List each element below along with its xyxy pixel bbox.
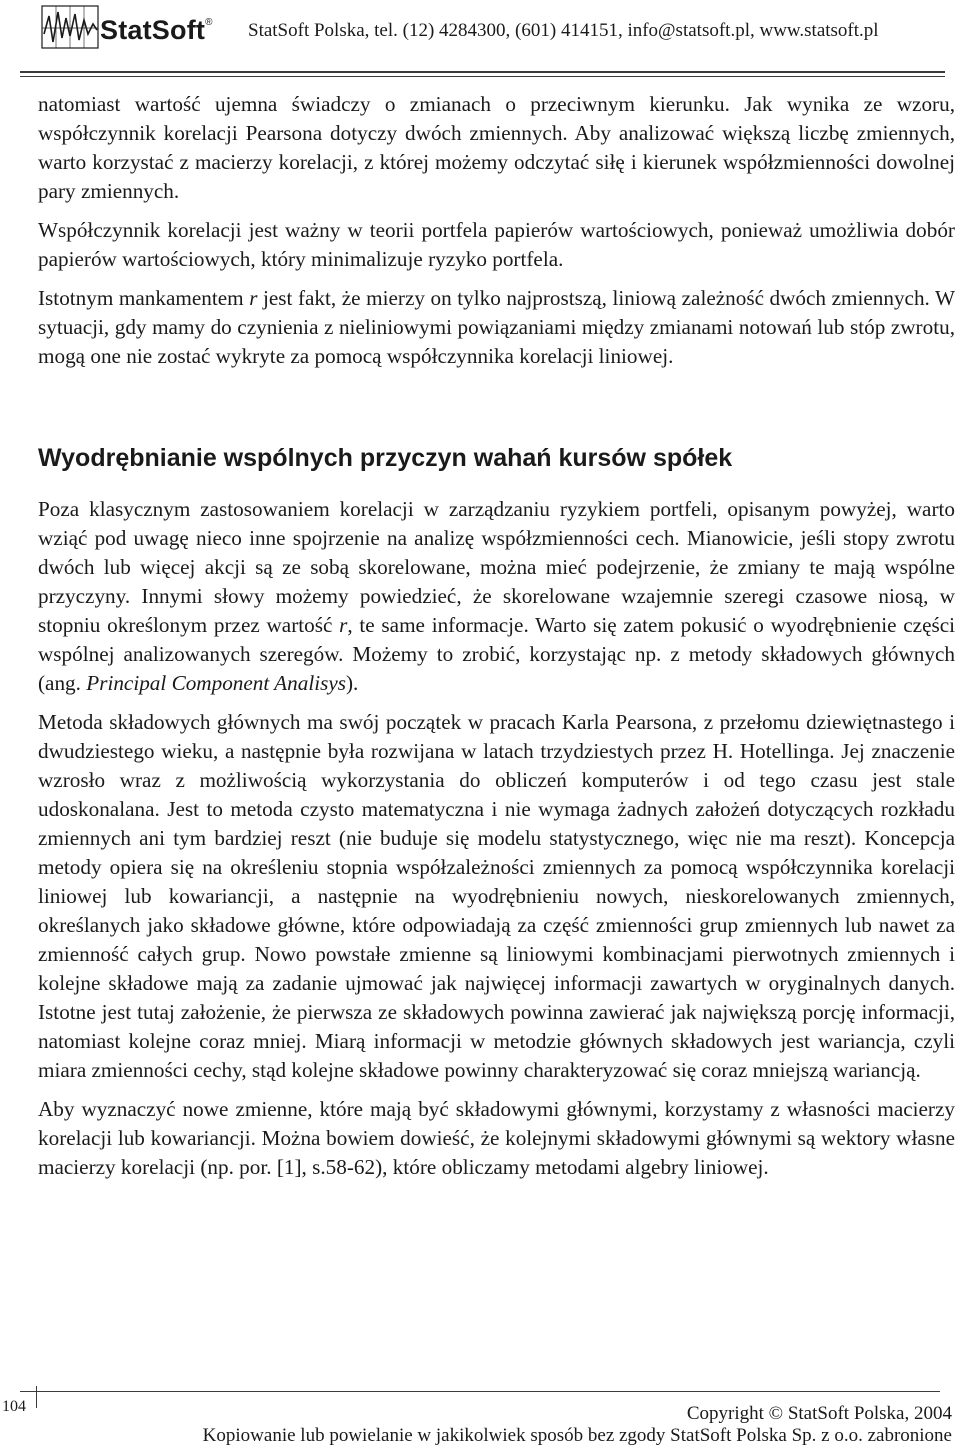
header-contact: StatSoft Polska, tel. (12) 4284300, (601) 414151, info@statsoft.pl, www.statsoft.pl bbox=[248, 20, 879, 41]
paragraph-4: Poza klasycznym zastosowaniem korelacji w zarządzaniu ryzykiem portfeli, opisanym powyżej, warto wziąć pod uwagę nieco inne spojrzenie na analizę współzmienności cech. Mianowicie, jeśli stopy zwrotu dwóch lub więcej akcji są ze sobą skorelowane, można mieć podejrzenie, że zmiany te mają wspólne przyczyny. Innymi słowy możemy powiedzieć, że skorelowane wzajemnie szeregi czasowe niosą, w stopniu określonym przez wartość r, te same informacje. Warto się zatem pokusić o wyodrębnienie części wspólnej analizowanych szeregów. Możemy to zrobić, korzystając np. z metody składowych głównych (ang. Principal Component Analisys). bbox=[38, 497, 956, 695]
waveform-icon bbox=[40, 4, 100, 50]
footer-divider bbox=[20, 1391, 940, 1392]
section-heading: Wyodrębnianie wspólnych przyczyn wahań kursów spółek bbox=[38, 444, 733, 472]
footer-page-separator bbox=[36, 1386, 37, 1408]
paragraph-6: Aby wyznaczyć nowe zmienne, które mają być składowymi głównymi, korzystamy z własności macierzy korelacji lub kowariancji. Można bowiem dowieść, że kolejnymi składowymi głównymi są wektory własne macierzy korelacji (np. por. [1], s.58-62), które obliczamy metodami algebry liniowej. bbox=[38, 1097, 955, 1179]
paragraph-1: natomiast wartość ujemna świadczy o zmianach o przeciwnym kierunku. Jak wynika ze wzoru, współczynnik korelacji Pearsona dotyczy dwóch zmiennych. Aby analizować większą liczbę zmiennych, warto korzystać z macierzy korelacji, z której możemy odczytać siłę i kierunek współzmienności dowolnej pary zmiennych. bbox=[38, 92, 955, 203]
paragraph-2: Współczynnik korelacji jest ważny w teorii portfela papierów wartościowych, ponieważ umożliwia dobór papierów wartościowych, który minimalizuje ryzyko portfela. bbox=[38, 218, 955, 271]
copyright-notice: Copyright © StatSoft Polska, 2004 bbox=[686, 1403, 952, 1424]
header-divider bbox=[20, 71, 945, 73]
statsoft-logo bbox=[40, 4, 240, 50]
page-header bbox=[0, 0, 960, 82]
logo-wordmark: StatSoft® bbox=[100, 15, 213, 45]
license-notice: Kopiowanie lub powielanie w jakikolwiek sposób bez zgody StatSoft Polska Sp. z o.o. zabronione bbox=[202, 1425, 952, 1446]
document-body bbox=[38, 90, 955, 1182]
header-divider-thin bbox=[20, 76, 945, 77]
page-number: 104 bbox=[2, 1398, 26, 1415]
paragraph-3: Istotnym mankamentem r jest fakt, że mierzy on tylko najprostszą, liniową zależność dwóch zmiennych. W sytuacji, gdy mamy do czynienia z nieliniowymi powiązaniami między zmianami notowań lub stóp zwrotu, mogą one nie zostać wykryte za pomocą współczynnika korelacji liniowej. bbox=[38, 286, 956, 368]
paragraph-5: Metoda składowych głównych ma swój początek w pracach Karla Pearsona, z przełomu dziewiętnastego i dwudziestego wieku, a następnie była rozwijana w latach trzydziestych przez H. Hotellinga. Jej znaczenie wzrosło wraz z możliwością wykorzystania do obliczeń komputerów i od tego czasu jest stale udoskonalana. Jest to metoda czysto matematyczna i nie wymaga żadnych założeń dotyczących rozkładu zmiennych ani tym bardziej reszt (nie buduje się modelu statystycznego, więc nie ma reszt). Koncepcja metody opiera się na określeniu stopnia współzależności zmiennych za pomocą współczynnika korelacji liniowej lub kowariancji, a następnie na wyodrębnieniu nowych, nieskorelowanych zmiennych, określanych jako składowe główne, które odpowiadają za część zmienności grup zmiennych lub nawet za zmienność całych grup. Nowo powstałe zmienne są liniowymi kombinacjami pierwotnych zmiennych i kolejne składowe mają za zadanie ujmować jak najwięcej informacji zawartych w oryginalnych danych. Istotne jest tutaj założenie, że pierwsza ze składowych powinna zawierać jak największą porcję informacji, natomiast kolejne coraz mniej. Miarą informacji w metodzie głównych składowych jest wariancja, czyli miara zmienności cechy, stąd kolejne składowe powinny charakteryzować się coraz mniejszą wariancją. bbox=[38, 710, 955, 1082]
